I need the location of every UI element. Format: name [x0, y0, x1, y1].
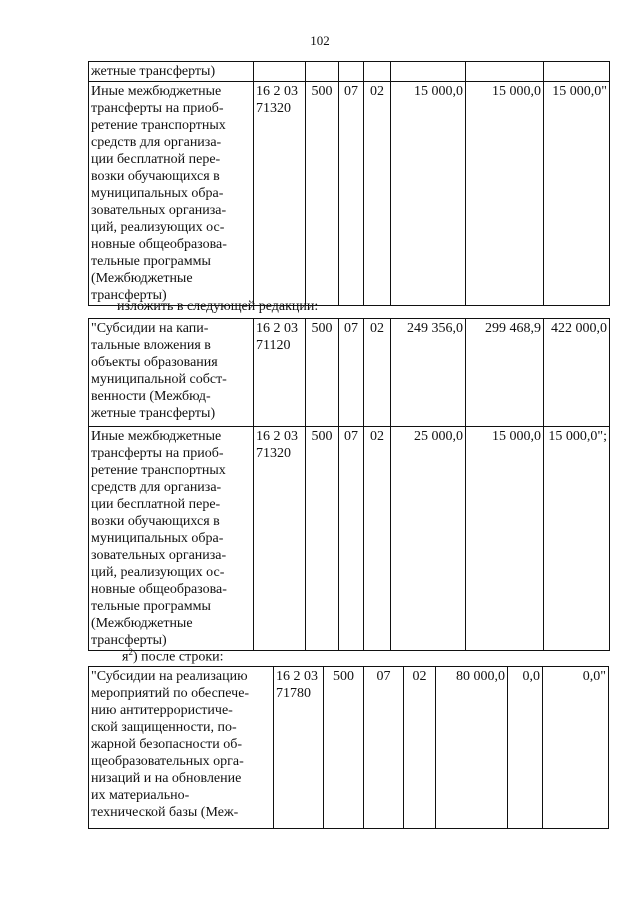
edit-instruction: изложить в следующей редакции: [117, 299, 319, 314]
row-name: Иные межбюджетные трансферты на приоб- ретение транспортных средств для организа- ции бесплатной пере- возки обучающихся в муниципальных обра- зовательных организа- ций, реализующих ос- новные общеобразова- тельные программы (Межбюджетные трансферты) [89, 82, 254, 306]
row-name: Иные межбюджетные трансферты на приоб- ретение транспортных средств для организа- ции бесплатной пере- возки обучающихся в муниципальных обра- зовательных организа- ций, реализующих ос- новные общеобразова- тельные программы (Межбюджетные трансферты) [89, 427, 254, 651]
row-year2: 0,0 [508, 667, 543, 829]
row-year3: 15 000,0" [544, 82, 610, 306]
budget-table-3 [88, 666, 609, 829]
row-year2: 15 000,0 [466, 82, 544, 306]
row-rz: 07 [364, 667, 404, 829]
table-row [89, 427, 610, 651]
budget-table-1 [88, 61, 610, 306]
row-pr: 02 [364, 427, 391, 651]
row-year3: 422 000,0 [544, 319, 610, 427]
row-code: 16 2 03 71320 [254, 427, 306, 651]
row-pr: 02 [364, 82, 391, 306]
row-year1: 249 356,0 [391, 319, 466, 427]
row-name: "Субсидии на капи- тальные вложения в объекты образования муниципальной собст- венности (Межбюд- жетные трансферты) [89, 319, 254, 427]
row-year1: 25 000,0 [391, 427, 466, 651]
row-year3: 0,0" [543, 667, 609, 829]
header-name-cell: жетные трансферты) [89, 62, 254, 82]
budget-table-2 [88, 318, 610, 651]
row-year3: 15 000,0"; [544, 427, 610, 651]
row-vr: 500 [306, 319, 339, 427]
row-name: "Субсидии на реализацию мероприятий по обеспече- нию антитеррористиче- ской защищенности, по- жарной безопасности об- щеобразовательных орга- низаций и на обновление их материально- технической базы (Меж- [89, 667, 274, 829]
row-vr: 500 [324, 667, 364, 829]
row-code: 16 2 03 71780 [274, 667, 324, 829]
row-vr: 500 [306, 82, 339, 306]
row-rz: 07 [339, 82, 364, 306]
row-code: 16 2 03 71120 [254, 319, 306, 427]
row-year2: 299 468,9 [466, 319, 544, 427]
after-line-instruction: $я^2$) после строки: [122, 647, 224, 665]
table-header-row [89, 62, 610, 82]
row-year2: 15 000,0 [466, 427, 544, 651]
row-rz: 07 [339, 427, 364, 651]
row-code: 16 2 03 71320 [254, 82, 306, 306]
row-year1: 15 000,0 [391, 82, 466, 306]
table-row [89, 319, 610, 427]
page-number: 102 [310, 33, 330, 48]
row-pr: 02 [404, 667, 436, 829]
row-rz: 07 [339, 319, 364, 427]
row-year1: 80 000,0 [436, 667, 508, 829]
table-row [89, 82, 610, 306]
table-row [89, 667, 609, 829]
row-pr: 02 [364, 319, 391, 427]
row-vr: 500 [306, 427, 339, 651]
